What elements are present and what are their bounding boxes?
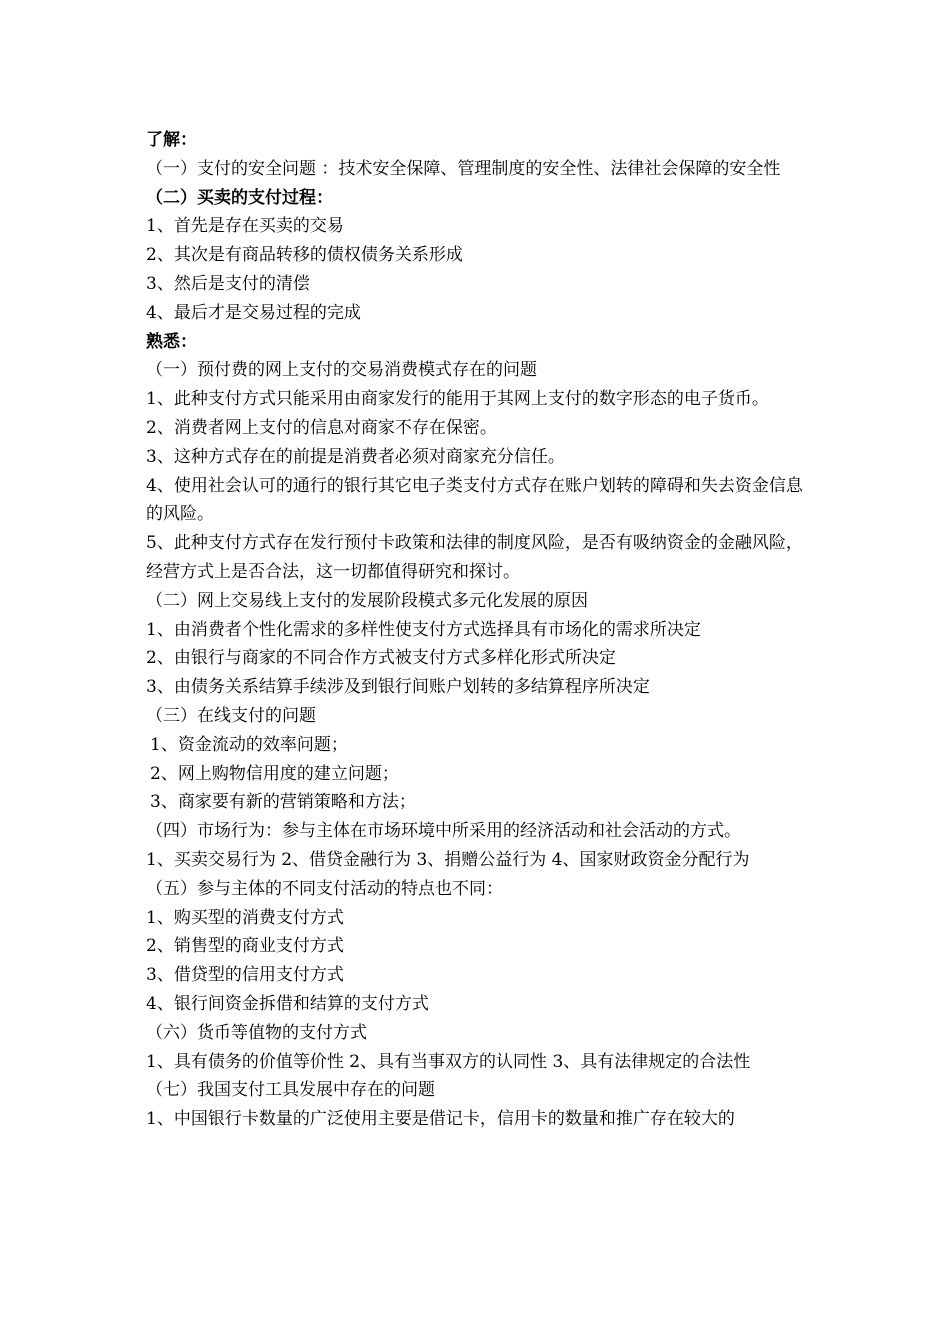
familiar-item-8: 1、由消费者个性化需求的多样性使支付方式选择具有市场化的需求所决定: [146, 619, 701, 640]
familiar-item-12: 1、资金流动的效率问题；: [150, 734, 348, 755]
familiar-item-20: 3、借贷型的信用支付方式: [146, 965, 344, 986]
understand-item-5: 3、然后是支付的清偿: [146, 273, 310, 294]
familiar-item-17: （五）参与主体的不同支付活动的特点也不同：: [146, 878, 503, 899]
familiar-item-13: 2、网上购物信用度的建立问题；: [150, 763, 399, 784]
familiar-item-6: 5、此种支付方式存在发行预付卡政策和法律的制度风险，是否有吸纳资金的金融风险，经营方式上是否合法，这一切都值得研究和探讨。: [146, 533, 803, 582]
familiar-item-10: 3、由债务关系结算手续涉及到银行间账户划转的多结算程序所决定: [146, 677, 650, 698]
understand-item-4: 2、其次是有商品转移的债权债务关系形成: [146, 245, 463, 266]
familiar-item-11: （三）在线支付的问题: [146, 705, 316, 726]
familiar-item-2: 1、此种支付方式只能采用由商家发行的能用于其网上支付的数字形态的电子货币。: [146, 389, 769, 410]
familiar-item-25: 1、中国银行卡数量的广泛使用主要是借记卡，信用卡的数量和推广存在较大的: [146, 1109, 735, 1130]
understand-item-6: 4、最后才是交易过程的完成: [146, 302, 361, 323]
familiar-item-24: （七）我国支付工具发展中存在的问题: [146, 1080, 435, 1101]
familiar-item-23: 1、具有债务的价值等价性 2、具有当事双方的认同性 3、具有法律规定的合法性: [146, 1051, 751, 1072]
familiar-item-21: 4、银行间资金拆借和结算的支付方式: [146, 993, 429, 1014]
familiar-item-18: 1、购买型的消费支付方式: [146, 907, 344, 928]
understand-item-2: （二）买卖的支付过程：: [146, 187, 333, 208]
familiar-item-4: 3、这种方式存在的前提是消费者必须对商家充分信任。: [146, 446, 565, 467]
heading-understand: 了解：: [146, 130, 197, 150]
familiar-item-9: 2、由银行与商家的不同合作方式被支付方式多样化形式所决定: [146, 648, 616, 669]
document-body: [146, 126, 816, 1134]
familiar-item-5: 4、使用社会认可的通行的银行其它电子类支付方式存在账户划转的障碍和失去资金信息的风险。: [146, 475, 803, 525]
heading-familiar: 熟悉：: [146, 331, 197, 352]
familiar-item-1: （一）预付费的网上支付的交易消费模式存在的问题: [146, 360, 537, 381]
familiar-item-3: 2、消费者网上支付的信息对商家不存在保密。: [146, 417, 497, 438]
familiar-item-7: （二）网上交易线上支付的发展阶段模式多元化发展的原因: [146, 590, 588, 611]
familiar-item-19: 2、销售型的商业支付方式: [146, 936, 344, 957]
familiar-item-22: （六）货币等值物的支付方式: [146, 1022, 367, 1043]
understand-item-1: （一）支付的安全问题 ：技术安全保障、管理制度的安全性、法律社会保障的安全性: [146, 158, 781, 179]
familiar-item-16: 1、买卖交易行为 2、借贷金融行为 3、捐赠公益行为 4、国家财政资金分配行为: [146, 849, 750, 870]
familiar-item-14: 3、商家要有新的营销策略和方法；: [150, 792, 416, 813]
familiar-item-15: （四）市场行为：参与主体在市场环境中所采用的经济活动和社会活动的方式。: [146, 821, 741, 842]
understand-item-3: 1、首先是存在买卖的交易: [146, 216, 344, 237]
